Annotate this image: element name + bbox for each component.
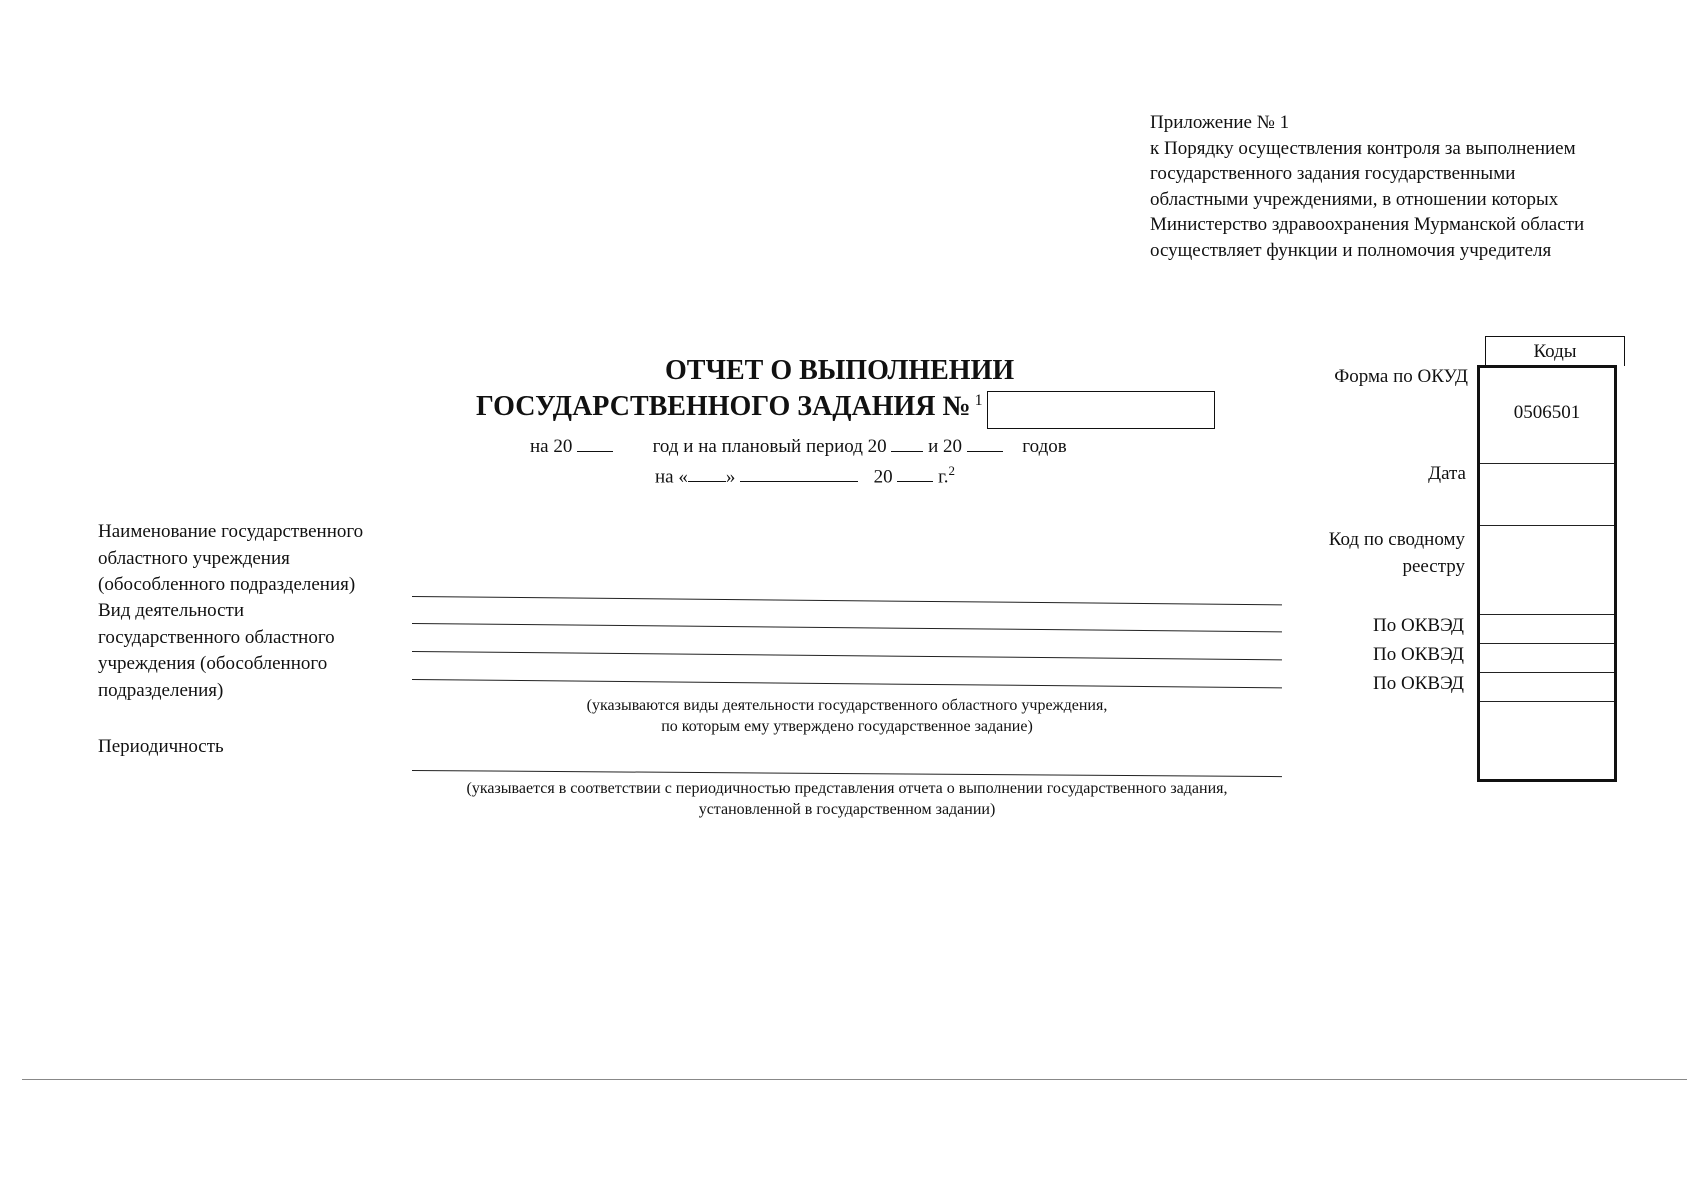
okved-code-cell-3[interactable] <box>1480 673 1614 702</box>
date-year-blank[interactable] <box>897 463 933 482</box>
label-line: областного учреждения <box>98 547 290 569</box>
institution-name-input-line[interactable] <box>412 596 1282 605</box>
activity-type-label <box>98 598 335 704</box>
label-line: подразделения) <box>98 679 224 701</box>
page-fold-line <box>22 1079 1687 1080</box>
year-line <box>530 433 1067 458</box>
okud-code-cell: 0506501 <box>1480 368 1614 464</box>
codes-table <box>1477 365 1617 782</box>
plan-year2-blank[interactable] <box>967 433 1003 452</box>
date-prefix: на « <box>655 466 688 488</box>
year-suffix: годов <box>1022 436 1067 457</box>
title-footnote-mark: 1 <box>974 391 983 409</box>
okved-label-1: По ОКВЭД <box>1373 615 1464 636</box>
label-line: (обособленного подразделения) <box>98 574 356 595</box>
activity-hint <box>412 695 1282 737</box>
year-prefix: на 20 <box>530 436 573 457</box>
label-line: учреждения (обособленного <box>98 653 328 674</box>
okud-label: Форма по ОКУД <box>1334 366 1468 387</box>
date-code-label: Дата <box>1428 463 1466 484</box>
date-day-blank[interactable] <box>688 463 726 482</box>
plan-year1-blank[interactable] <box>891 433 923 452</box>
appendix-line: к Порядку осуществления контроля за выполнением <box>1150 137 1576 159</box>
hint-line: (указываются виды деятельности государственного областного учреждения, <box>586 697 1108 714</box>
label-line: Вид деятельности <box>98 600 245 621</box>
date-code-cell[interactable] <box>1480 464 1614 526</box>
activity-input-line-1[interactable] <box>412 623 1282 632</box>
label-line: реестру <box>1402 556 1465 577</box>
hint-line: по которым ему утверждено государственное задание) <box>661 718 1033 735</box>
okved-label-2: По ОКВЭД <box>1373 644 1464 665</box>
date-month-blank[interactable] <box>740 463 858 482</box>
activity-input-line-2[interactable] <box>412 651 1282 660</box>
label-line: государственного областного <box>98 626 335 648</box>
institution-name-label <box>98 519 363 599</box>
okved-code-cell-1[interactable] <box>1480 615 1614 644</box>
date-quote-close: » <box>725 466 736 488</box>
registry-code-label <box>1329 526 1465 580</box>
report-title-line2 <box>476 391 983 423</box>
year-blank[interactable] <box>577 433 613 452</box>
date-footnote-mark: 2 <box>948 463 956 478</box>
label-line: Код по сводному <box>1328 529 1465 550</box>
year-and: и 20 <box>928 436 963 457</box>
periodicity-label: Периодичность <box>98 736 224 757</box>
date-year-prefix: 20 <box>873 466 893 488</box>
periodicity-hint <box>412 778 1282 820</box>
activity-input-line-3[interactable] <box>412 679 1282 688</box>
appendix-line: государственного задания государственными <box>1150 163 1516 184</box>
appendix-note <box>1150 110 1690 263</box>
year-middle: год и на плановый период 20 <box>652 436 887 457</box>
appendix-line: Приложение № 1 <box>1150 112 1290 133</box>
okved-label-3: По ОКВЭД <box>1373 673 1464 694</box>
date-line <box>655 463 955 488</box>
okved-code-cell-2[interactable] <box>1480 644 1614 673</box>
hint-line: (указывается в соответствии с периодичностью представления отчета о выполнении государственного задания, <box>466 780 1228 797</box>
hint-line: установленной в государственном задании) <box>698 801 996 818</box>
periodicity-input-line[interactable] <box>412 770 1282 777</box>
registry-code-cell[interactable] <box>1480 526 1614 615</box>
appendix-line: осуществляет функции и полномочия учредителя <box>1150 239 1552 261</box>
label-line: Наименование государственного <box>98 521 364 542</box>
date-suffix: г. <box>938 466 949 488</box>
report-number-field[interactable] <box>987 391 1215 429</box>
appendix-line: областными учреждениями, в отношении которых <box>1150 188 1559 210</box>
appendix-line: Министерство здравоохранения Мурманской области <box>1150 214 1585 235</box>
report-title-text: ГОСУДАРСТВЕННОГО ЗАДАНИЯ № <box>476 391 971 422</box>
codes-header: Коды <box>1485 336 1625 366</box>
report-title-line1: ОТЧЕТ О ВЫПОЛНЕНИИ <box>665 355 1015 386</box>
